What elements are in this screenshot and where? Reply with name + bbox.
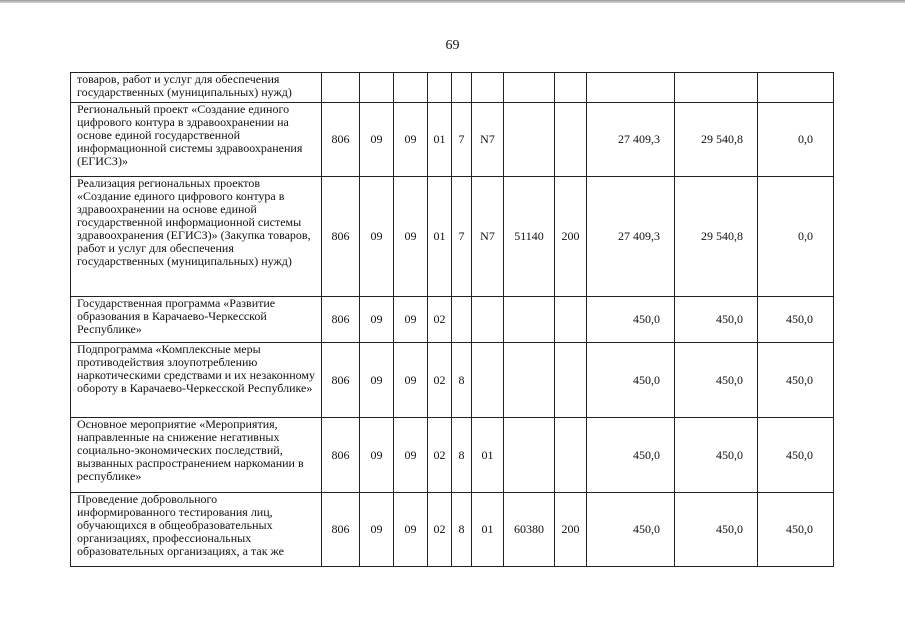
cell-year1-amount: 450,0 xyxy=(587,493,675,567)
cell-subsection: 09 xyxy=(394,418,428,493)
cell-year3-amount: 0,0 xyxy=(758,103,834,177)
cell-year2-amount: 29 540,8 xyxy=(675,177,758,297)
cell-subsection xyxy=(394,73,428,103)
cell-year1-amount: 450,0 xyxy=(587,297,675,343)
scan-top-edge xyxy=(0,0,905,3)
cell-program: 02 xyxy=(428,493,452,567)
table-row xyxy=(71,103,834,177)
cell-subsection: 09 xyxy=(394,343,428,418)
cell-year1-amount: 27 409,3 xyxy=(587,103,675,177)
row-name: Государственная программа «Развитие образования в Карачаево-Черкесской Республике» xyxy=(71,297,322,343)
cell-subprogram: 8 xyxy=(452,343,472,418)
budget-table xyxy=(70,72,834,567)
cell-expense-type: 200 xyxy=(555,177,587,297)
cell-subprogram: 8 xyxy=(452,418,472,493)
cell-program: 02 xyxy=(428,297,452,343)
table-row xyxy=(71,343,834,418)
cell-year3-amount: 450,0 xyxy=(758,493,834,567)
cell-direction: 51140 xyxy=(504,177,555,297)
cell-expense-type: 200 xyxy=(555,493,587,567)
cell-program: 01 xyxy=(428,177,452,297)
cell-section: 09 xyxy=(360,343,394,418)
cell-direction xyxy=(504,418,555,493)
cell-expense-type xyxy=(555,297,587,343)
row-name: Основное мероприятие «Мероприятия, направленные на снижение негативных социально-экономических последствий, вызванных распространением наркомании в республике» xyxy=(71,418,322,493)
cell-subprogram xyxy=(452,297,472,343)
cell-subsection: 09 xyxy=(394,297,428,343)
table-row xyxy=(71,73,834,103)
row-name: Реализация региональных проектов «Создание единого цифрового контура в здравоохранении на основе единой государственной информационной системы здравоохранения (ЕГИСЗ)» (Закупка товаров, работ и услуг для обеспечения государственных (муниципальных) нужд) xyxy=(71,177,322,297)
cell-subsection: 09 xyxy=(394,103,428,177)
cell-year2-amount: 450,0 xyxy=(675,493,758,567)
cell-program xyxy=(428,73,452,103)
cell-code: 806 xyxy=(322,343,360,418)
cell-year1-amount: 450,0 xyxy=(587,343,675,418)
cell-year3-amount: 450,0 xyxy=(758,343,834,418)
cell-expense-type xyxy=(555,418,587,493)
cell-expense-type xyxy=(555,103,587,177)
cell-program: 02 xyxy=(428,343,452,418)
cell-code xyxy=(322,73,360,103)
cell-event xyxy=(472,73,504,103)
cell-code: 806 xyxy=(322,297,360,343)
cell-year2-amount xyxy=(675,73,758,103)
cell-subsection: 09 xyxy=(394,493,428,567)
cell-subprogram: 7 xyxy=(452,177,472,297)
row-name: Подпрограмма «Комплексные меры противодействия злоупотреблению наркотическими средствами и их незаконному обороту в Карачаево-Черкесской Республике» xyxy=(71,343,322,418)
cell-expense-type xyxy=(555,343,587,418)
cell-year1-amount: 27 409,3 xyxy=(587,177,675,297)
cell-year2-amount: 29 540,8 xyxy=(675,103,758,177)
row-name: Проведение добровольного информированного тестирования лиц, обучающихся в общеобразовательных организациях, профессиональных образовательных организациях, а так же xyxy=(71,493,322,567)
cell-event xyxy=(472,297,504,343)
cell-code: 806 xyxy=(322,493,360,567)
cell-section xyxy=(360,73,394,103)
page-number: 69 xyxy=(445,38,460,53)
cell-year3-amount: 0,0 xyxy=(758,177,834,297)
cell-direction: 60380 xyxy=(504,493,555,567)
cell-direction xyxy=(504,343,555,418)
row-name: товаров, работ и услуг для обеспечения государственных (муниципальных) нужд) xyxy=(71,73,322,103)
cell-section: 09 xyxy=(360,493,394,567)
cell-year3-amount: 450,0 xyxy=(758,418,834,493)
cell-code: 806 xyxy=(322,103,360,177)
cell-program: 01 xyxy=(428,103,452,177)
cell-year2-amount: 450,0 xyxy=(675,343,758,418)
cell-code: 806 xyxy=(322,177,360,297)
cell-year1-amount xyxy=(587,73,675,103)
table-row xyxy=(71,493,834,567)
cell-event xyxy=(472,343,504,418)
cell-year3-amount: 450,0 xyxy=(758,297,834,343)
table-row xyxy=(71,418,834,493)
cell-section: 09 xyxy=(360,103,394,177)
cell-direction xyxy=(504,73,555,103)
cell-subprogram xyxy=(452,73,472,103)
cell-event: 01 xyxy=(472,493,504,567)
cell-event: N7 xyxy=(472,103,504,177)
cell-program: 02 xyxy=(428,418,452,493)
row-name: Региональный проект «Создание единого цифрового контура в здравоохранении на основе единой государственной информационной системы здравоохранения (ЕГИСЗ)» xyxy=(71,103,322,177)
cell-section: 09 xyxy=(360,418,394,493)
cell-subprogram: 8 xyxy=(452,493,472,567)
cell-event: 01 xyxy=(472,418,504,493)
cell-year2-amount: 450,0 xyxy=(675,297,758,343)
cell-direction xyxy=(504,103,555,177)
cell-year1-amount: 450,0 xyxy=(587,418,675,493)
table-row xyxy=(71,177,834,297)
cell-section: 09 xyxy=(360,297,394,343)
cell-year3-amount xyxy=(758,73,834,103)
cell-code: 806 xyxy=(322,418,360,493)
cell-year2-amount: 450,0 xyxy=(675,418,758,493)
cell-subprogram: 7 xyxy=(452,103,472,177)
cell-subsection: 09 xyxy=(394,177,428,297)
cell-section: 09 xyxy=(360,177,394,297)
cell-event: N7 xyxy=(472,177,504,297)
table-row xyxy=(71,297,834,343)
cell-direction xyxy=(504,297,555,343)
cell-expense-type xyxy=(555,73,587,103)
